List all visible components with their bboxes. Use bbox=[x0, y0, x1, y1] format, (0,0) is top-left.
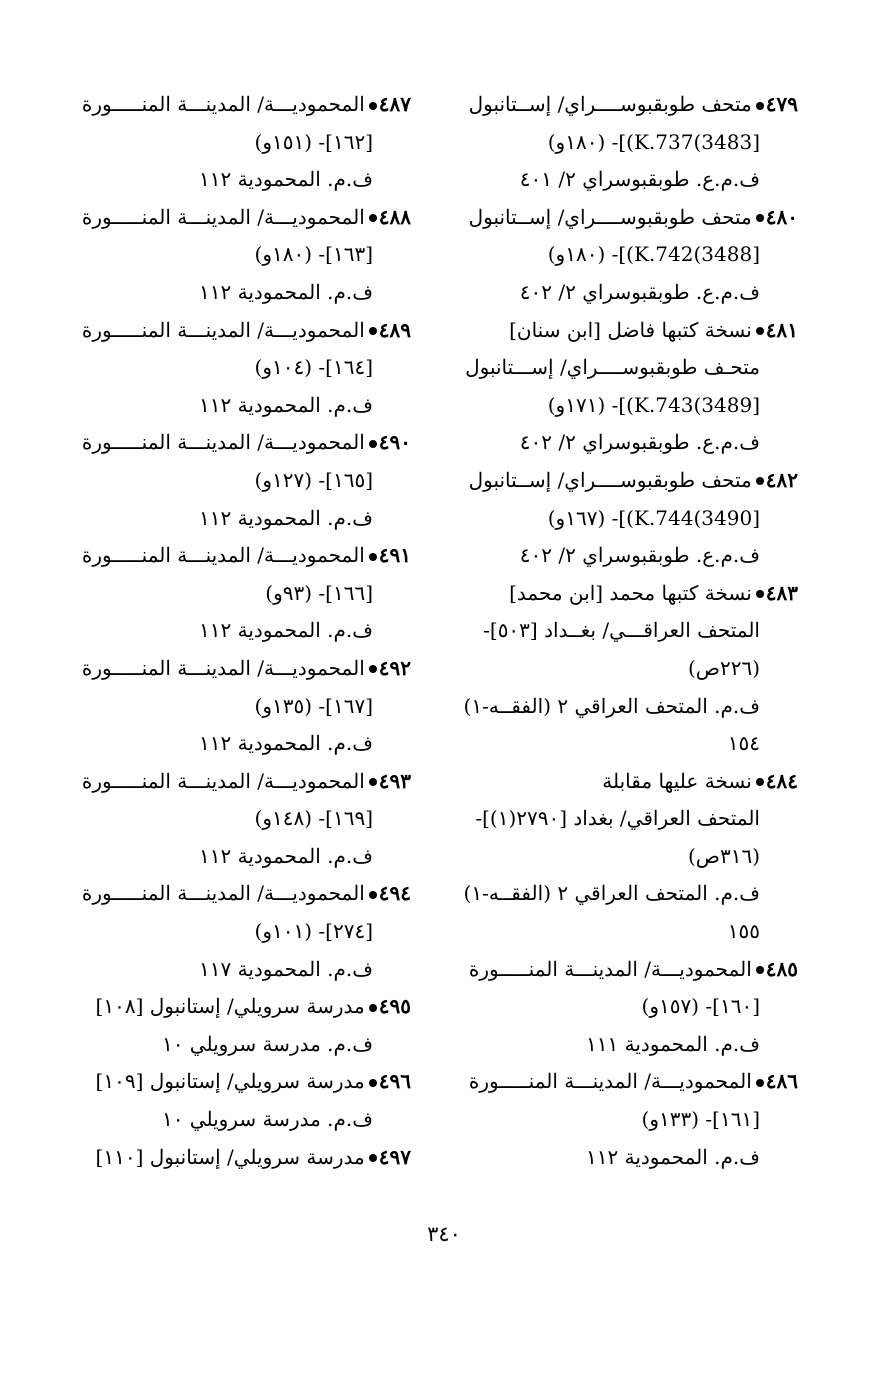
entry-detail: المتحف العراقي/ بغداد [٢٧٩٠(١)]- bbox=[475, 806, 760, 831]
entry-detail: [١٦٦]- (٩٣و) bbox=[265, 580, 373, 605]
entry-detail: ف.م.ع. طوبقبوسراي ٢/ ٤٠١ bbox=[519, 167, 760, 192]
entry-number: ٤٩٧ bbox=[378, 1144, 411, 1169]
bullet-icon bbox=[369, 214, 377, 222]
bullet-icon bbox=[369, 1004, 377, 1012]
bullet-icon bbox=[369, 665, 377, 673]
entry-detail: [١٦٤]- (١٠٤و) bbox=[254, 355, 373, 380]
bullet-icon bbox=[369, 440, 377, 448]
bullet-icon bbox=[756, 590, 764, 598]
entry-detail: متحـف طوبقبوســــراي/ إســـتانبول bbox=[465, 355, 760, 380]
entry-heading bbox=[71, 875, 411, 913]
entry-detail: ف.م. المتحف العراقي ٢ (الفقــه-١) bbox=[463, 881, 760, 906]
bullet-icon bbox=[369, 102, 377, 110]
entry-title: متحف طوبقبوســــراي/ إســتانبول bbox=[468, 467, 752, 492]
entry-heading bbox=[438, 763, 798, 801]
entry-heading bbox=[438, 575, 798, 613]
entry-title: المحموديـــة/ المدينـــة المنـــــورة bbox=[81, 430, 365, 455]
entry-detail: ف.م.ع. طوبقبوسراي ٢/ ٤٠٢ bbox=[519, 430, 760, 455]
bullet-icon bbox=[756, 327, 764, 335]
entry-heading bbox=[438, 312, 798, 350]
entry-title: المحموديـــة/ المدينـــة المنـــــورة bbox=[81, 92, 365, 116]
entry-heading bbox=[71, 537, 411, 575]
entry-detail: [١٦٧]- (١٣٥و) bbox=[254, 693, 373, 718]
entry-title: المحموديـــة/ المدينـــة المنـــــورة bbox=[81, 655, 365, 680]
entry-title: المحموديـــة/ المدينـــة المنـــــورة bbox=[81, 317, 365, 342]
entry-title: مدرسة سرويلي/ إستانبول [١٠٨] bbox=[95, 994, 365, 1019]
entry-detail: ف.م. المحمودية ١١٢ bbox=[199, 618, 373, 643]
entry-detail: ١٥٥ bbox=[727, 919, 760, 944]
entry-detail: ف.م. المحمودية ١١٢ bbox=[586, 1144, 760, 1169]
entry-detail: ف.م. مدرسة سرويلي ١٠ bbox=[161, 1031, 373, 1056]
entry-detail: ف.م. مدرسة سرويلي ١٠ bbox=[161, 1107, 373, 1132]
entry-number: ٤٩١ bbox=[378, 543, 411, 568]
entry-title: المحموديـــة/ المدينـــة المنـــــورة bbox=[468, 956, 752, 981]
entry-detail: ف.م.ع. طوبقبوسراي ٢/ ٤٠٢ bbox=[519, 543, 760, 568]
entry-title: نسخة كتبها فاضل [ابن سنان] bbox=[509, 317, 752, 342]
bullet-icon bbox=[756, 778, 764, 786]
entry-number: ٤٨٣ bbox=[765, 580, 798, 605]
entry-detail: ف.م.ع. طوبقبوسراي ٢/ ٤٠٢ bbox=[519, 279, 760, 304]
entry-number: ٤٨٩ bbox=[378, 317, 411, 342]
entry-title: المحموديـــة/ المدينـــة المنـــــورة bbox=[81, 204, 365, 229]
entry-detail: ف.م. المحمودية ١١٢ bbox=[199, 731, 373, 756]
entry-detail: [3488)K.742)]- (١٨٠و) bbox=[547, 242, 760, 267]
bullet-icon bbox=[369, 1079, 377, 1087]
entry-detail: ف.م. المحمودية ١١١ bbox=[586, 1031, 760, 1056]
bullet-icon bbox=[756, 1079, 764, 1087]
entry-number: ٤٨١ bbox=[765, 317, 798, 342]
entry-detail: [١٦٩]- (١٤٨و) bbox=[254, 806, 373, 831]
entry-detail: (٢٢٦ص) bbox=[687, 655, 760, 680]
left-column bbox=[71, 86, 411, 1176]
entry-detail: [3489)K.743)]- (١٧١و) bbox=[547, 392, 760, 417]
entry-title: نسخة عليها مقابلة bbox=[602, 768, 752, 793]
bullet-icon bbox=[756, 966, 764, 974]
bullet-icon bbox=[369, 553, 377, 561]
bullet-icon bbox=[369, 1154, 377, 1162]
entry-detail: ف.م. المتحف العراقي ٢ (الفقــه-١) bbox=[463, 693, 760, 718]
entry-heading bbox=[438, 951, 798, 989]
entry-detail: ف.م. المحمودية ١١٢ bbox=[199, 505, 373, 530]
entry-number: ٤٧٩ bbox=[765, 92, 798, 116]
entry-number: ٤٩٢ bbox=[378, 655, 411, 680]
page-number: ٣٤٠ bbox=[427, 1222, 461, 1246]
entry-heading bbox=[438, 86, 798, 124]
entry-heading bbox=[71, 988, 411, 1026]
entry-heading bbox=[71, 424, 411, 462]
entry-detail: [3483)K.737)]- (١٨٠و) bbox=[547, 129, 760, 154]
bullet-icon bbox=[756, 214, 764, 222]
entry-number: ٤٨٥ bbox=[765, 956, 798, 981]
entry-number: ٤٨٦ bbox=[765, 1069, 798, 1094]
entry-title: مدرسة سرويلي/ إستانبول [١١٠] bbox=[95, 1144, 365, 1169]
entry-heading bbox=[438, 1063, 798, 1101]
entry-detail: [١٦١]- (١٣٣و) bbox=[641, 1107, 760, 1132]
entry-heading bbox=[71, 312, 411, 350]
entry-detail: ف.م. المحمودية ١١٢ bbox=[199, 167, 373, 192]
entry-title: نسخة كتبها محمد [ابن محمد] bbox=[509, 580, 752, 605]
entry-heading bbox=[438, 462, 798, 500]
bullet-icon bbox=[369, 778, 377, 786]
entry-detail: ١٥٤ bbox=[727, 731, 760, 756]
entry-number: ٤٩٥ bbox=[378, 994, 411, 1019]
entry-detail: ف.م. المحمودية ١١٢ bbox=[199, 843, 373, 868]
entry-detail: المتحف العراقـــي/ بغــداد [٥٠٣]- bbox=[483, 618, 760, 643]
entry-heading bbox=[71, 1063, 411, 1101]
entry-title: متحف طوبقبوســــراي/ إســتانبول bbox=[468, 92, 752, 116]
entry-detail: (٣١٦ص) bbox=[687, 843, 760, 868]
entry-title: المحموديـــة/ المدينـــة المنـــــورة bbox=[81, 881, 365, 906]
entry-title: المحموديـــة/ المدينـــة المنـــــورة bbox=[468, 1069, 752, 1094]
entry-title: متحف طوبقبوســــراي/ إســتانبول bbox=[468, 204, 752, 229]
entry-detail: [٢٧٤]- (١٠١و) bbox=[254, 919, 373, 944]
entry-heading bbox=[71, 199, 411, 237]
entry-detail: [3490)K.744)]- (١٦٧و) bbox=[547, 505, 760, 530]
entry-heading bbox=[71, 1139, 411, 1177]
entry-detail: [١٦٢]- (١٥١و) bbox=[254, 129, 373, 154]
bullet-icon bbox=[369, 327, 377, 335]
entry-number: ٤٨٢ bbox=[765, 467, 798, 492]
entry-number: ٤٨٧ bbox=[378, 92, 411, 116]
entry-number: ٤٩٠ bbox=[378, 430, 411, 455]
entry-heading bbox=[71, 86, 411, 124]
right-column bbox=[438, 86, 798, 1176]
entry-number: ٤٨٨ bbox=[378, 204, 411, 229]
entry-heading bbox=[71, 650, 411, 688]
entry-number: ٤٩٣ bbox=[378, 768, 411, 793]
bullet-icon bbox=[756, 102, 764, 110]
bullet-icon bbox=[369, 891, 377, 899]
entry-number: ٤٩٤ bbox=[378, 881, 411, 906]
entry-number: ٤٨٤ bbox=[765, 768, 798, 793]
bullet-icon bbox=[756, 477, 764, 485]
entry-title: مدرسة سرويلي/ إستانبول [١٠٩] bbox=[95, 1069, 365, 1094]
entry-detail: ف.م. المحمودية ١١٧ bbox=[199, 956, 373, 981]
entry-detail: [١٦٠]- (١٥٧و) bbox=[641, 994, 760, 1019]
entry-detail: ف.م. المحمودية ١١٢ bbox=[199, 279, 373, 304]
entry-heading bbox=[71, 763, 411, 801]
entry-number: ٤٨٠ bbox=[765, 204, 798, 229]
entry-title: المحموديـــة/ المدينـــة المنـــــورة bbox=[81, 768, 365, 793]
entry-detail: [١٦٥]- (١٢٧و) bbox=[254, 467, 373, 492]
entry-number: ٤٩٦ bbox=[378, 1069, 411, 1094]
entry-title: المحموديـــة/ المدينـــة المنـــــورة bbox=[81, 543, 365, 568]
entry-detail: ف.م. المحمودية ١١٢ bbox=[199, 392, 373, 417]
entry-detail: [١٦٣]- (١٨٠و) bbox=[254, 242, 373, 267]
entry-heading bbox=[438, 199, 798, 237]
